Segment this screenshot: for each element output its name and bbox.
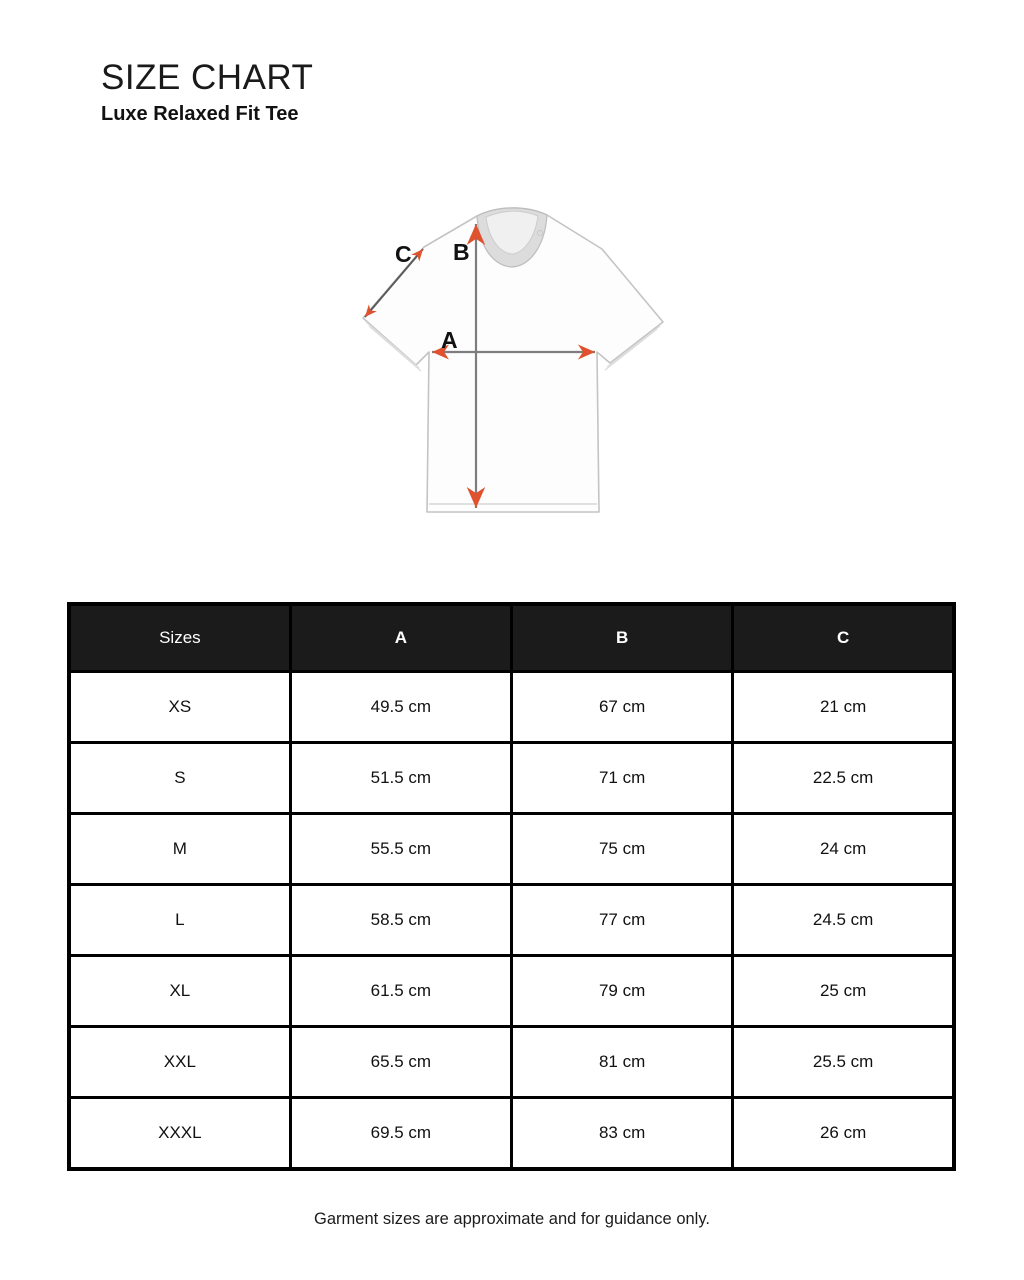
measure-c-cell: 25 cm — [733, 956, 954, 1027]
size-cell: XS — [69, 672, 290, 743]
measure-b-cell: 67 cm — [512, 672, 733, 743]
measure-c-cell: 24.5 cm — [733, 885, 954, 956]
page-title: SIZE CHART — [101, 58, 314, 97]
measure-c-cell: 21 cm — [733, 672, 954, 743]
measure-a-cell: 51.5 cm — [290, 743, 511, 814]
column-header-a: A — [290, 604, 511, 672]
measure-a-cell: 49.5 cm — [290, 672, 511, 743]
size-cell: XL — [69, 956, 290, 1027]
measure-c-cell: 26 cm — [733, 1098, 954, 1170]
table-row — [69, 814, 954, 885]
size-cell: L — [69, 885, 290, 956]
table-row — [69, 672, 954, 743]
measure-b-cell: 77 cm — [512, 885, 733, 956]
measure-b-cell: 83 cm — [512, 1098, 733, 1170]
footnote: Garment sizes are approximate and for guidance only. — [314, 1210, 710, 1228]
size-cell: XXL — [69, 1027, 290, 1098]
column-header-c: C — [733, 604, 954, 672]
measure-c-label: C — [395, 241, 412, 267]
column-header-sizes: Sizes — [69, 604, 290, 672]
measure-a-cell: 55.5 cm — [290, 814, 511, 885]
size-table — [67, 602, 956, 1171]
column-header-b: B — [512, 604, 733, 672]
measure-b-cell: 71 cm — [512, 743, 733, 814]
size-table-header — [69, 604, 954, 672]
measure-b-cell: 75 cm — [512, 814, 733, 885]
size-table-body — [69, 672, 954, 1170]
measure-c-cell: 24 cm — [733, 814, 954, 885]
measure-b-label: B — [453, 239, 470, 265]
measure-c-cell: 25.5 cm — [733, 1027, 954, 1098]
table-row — [69, 743, 954, 814]
page-subtitle: Luxe Relaxed Fit Tee — [101, 103, 299, 125]
table-header-row — [69, 604, 954, 672]
table-row — [69, 1027, 954, 1098]
table-row — [69, 885, 954, 956]
measure-a-cell: 58.5 cm — [290, 885, 511, 956]
measure-a-cell: 69.5 cm — [290, 1098, 511, 1170]
measure-b-cell: 81 cm — [512, 1027, 733, 1098]
table-row — [69, 1098, 954, 1170]
measure-a-cell: 65.5 cm — [290, 1027, 511, 1098]
size-cell: M — [69, 814, 290, 885]
page-header — [101, 60, 313, 124]
measure-b-cell: 79 cm — [512, 956, 733, 1027]
tshirt-measurement-diagram — [340, 190, 710, 535]
measure-a-label: A — [441, 327, 458, 353]
measure-c-cell: 22.5 cm — [733, 743, 954, 814]
measure-a-cell: 61.5 cm — [290, 956, 511, 1027]
table-row — [69, 956, 954, 1027]
size-cell: S — [69, 743, 290, 814]
size-cell: XXXL — [69, 1098, 290, 1170]
tshirt-diagram-svg — [340, 190, 710, 535]
